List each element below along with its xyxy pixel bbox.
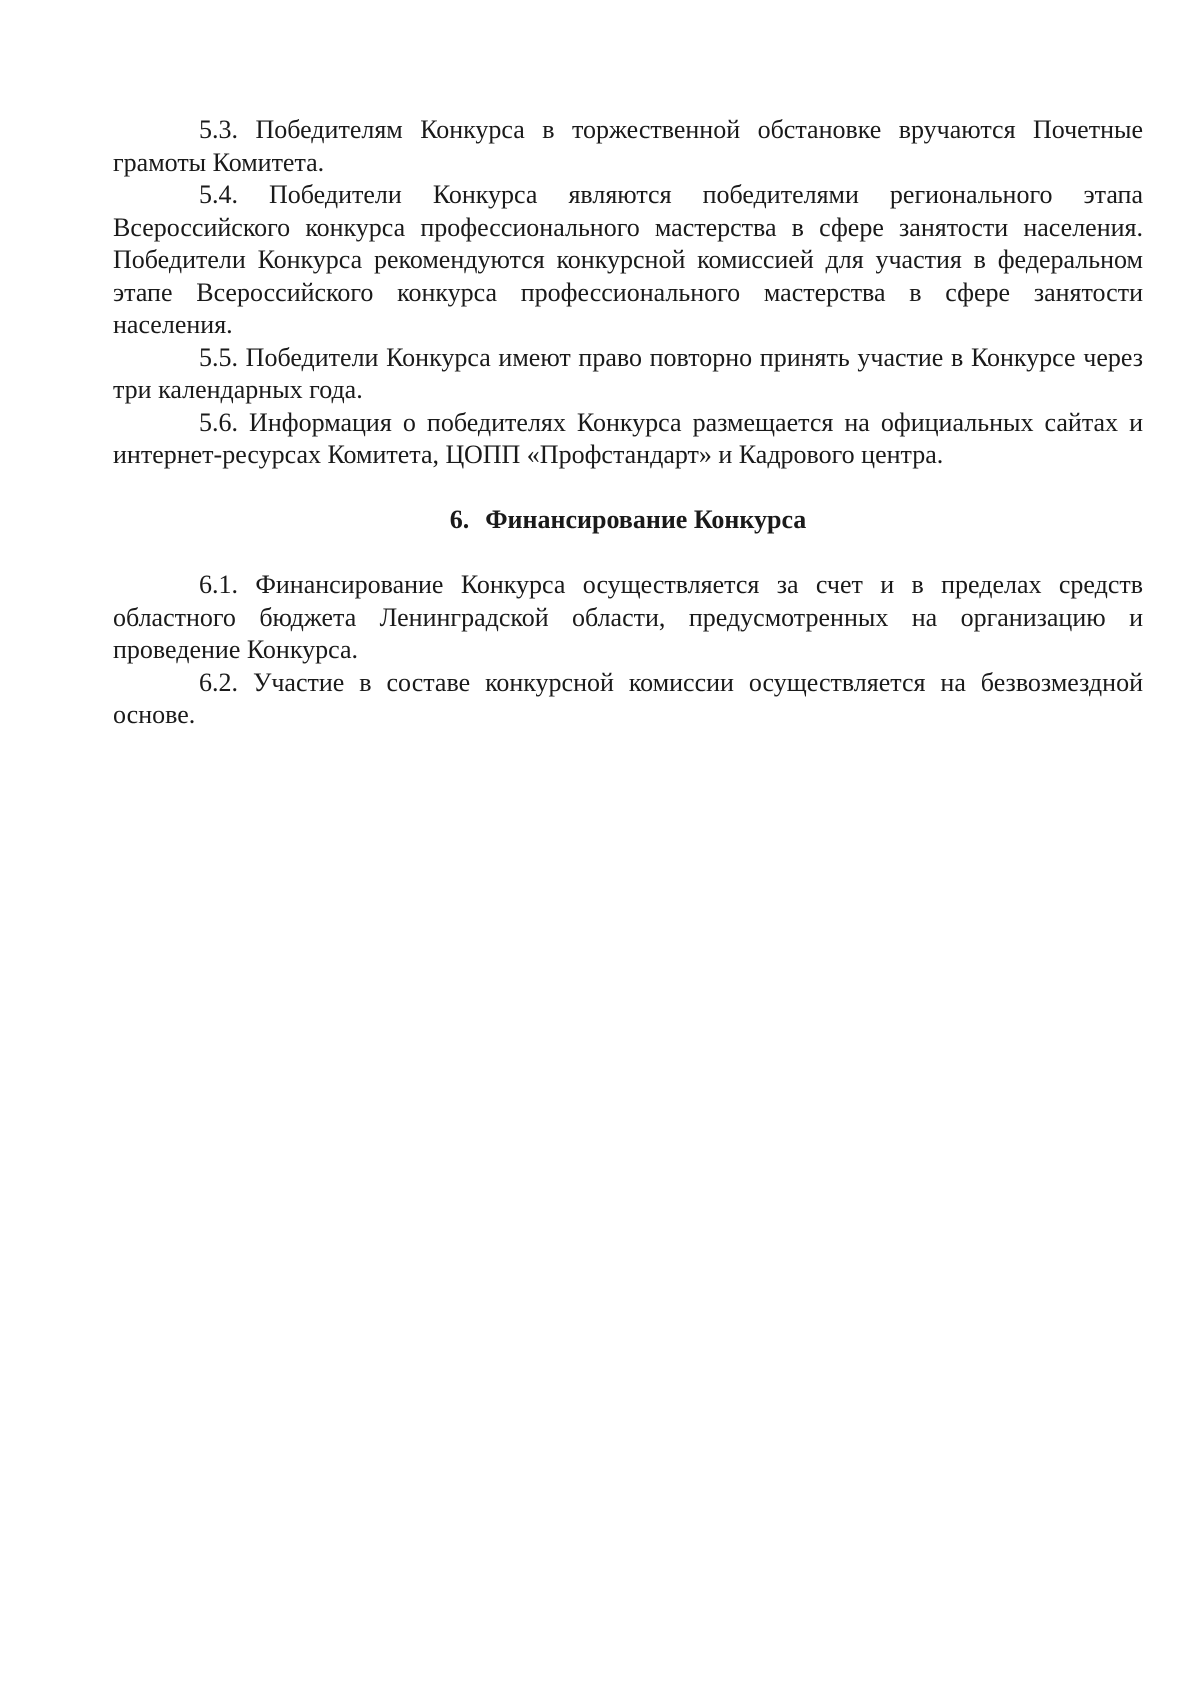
document-body xyxy=(113,114,1143,732)
paragraph-5-4: 5.4. Победители Конкурса являются победителями регионального этапа Всероссийского конкурса профессионального мастерства в сфере занятости населения. Победители Конкурса рекомендуются конкурсной комиссией для участия в федеральном этапе Всероссийского конкурса профессионального мастерства в сфере занятости населения. xyxy=(113,180,1143,339)
paragraph-5-6: 5.6. Информация о победителях Конкурса размещается на официальных сайтах и интернет-ресурсах Комитета, ЦОПП «Профстандарт» и Кадрового центра. xyxy=(113,407,1143,469)
section-heading xyxy=(113,504,1143,537)
paragraph-5-3: 5.3. Победителям Конкурса в торжественной обстановке вручаются Почетные грамоты Комитета. xyxy=(113,115,1143,177)
paragraph-5-5: 5.5. Победители Конкурса имеют право повторно принять участие в Конкурсе через три календарных года. xyxy=(113,342,1143,404)
section-title: Финансирование Конкурса xyxy=(485,504,807,534)
paragraph-6-1: 6.1. Финансирование Конкурса осуществляется за счет и в пределах средств областного бюджета Ленинградской области, предусмотренных на организацию и проведение Конкурса. xyxy=(113,570,1143,664)
paragraph-6-2: 6.2. Участие в составе конкурсной комиссии осуществляется на безвозмездной основе. xyxy=(113,667,1143,729)
section-number: 6. xyxy=(449,504,470,534)
